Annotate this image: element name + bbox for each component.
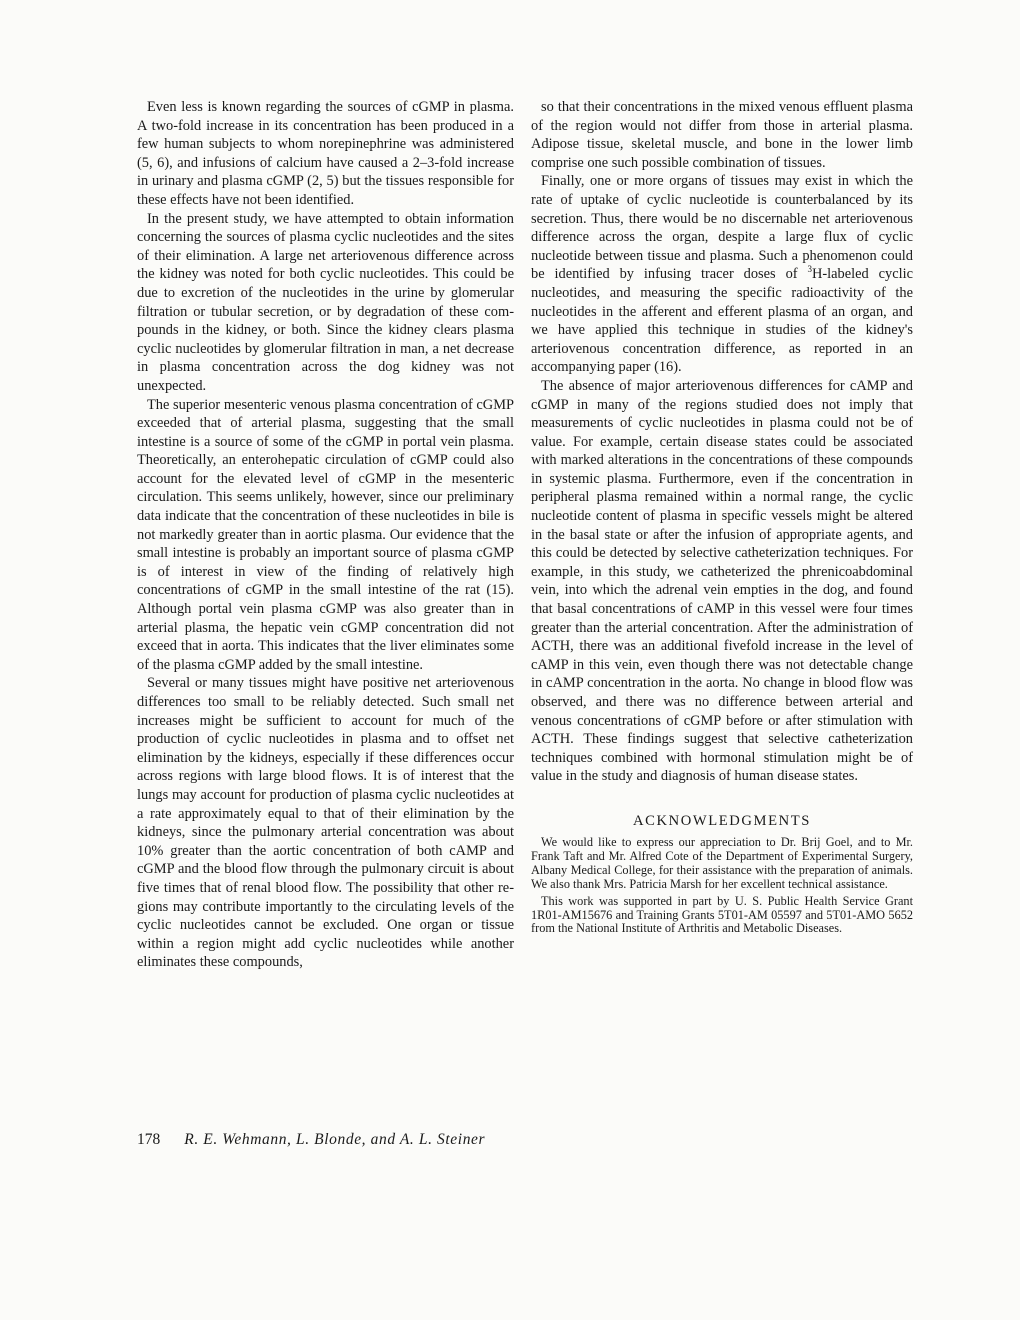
- acknowledgments-section: [531, 812, 913, 936]
- page-footer: [137, 1131, 485, 1149]
- acknowledgments-paragraph: This work was supported in part by U. S. Public Health Service Grant 1R01-AM15676 and Training Grants 5T01-AM 05597 and 5T01-AMO 5652 from the National Institute of Arthritis and Metabolic Diseases.: [531, 893, 913, 936]
- acknowledgments-paragraph: We would like to express our appreciation to Dr. Brij Goel, and to Mr. Frank Taft and Mr. Alfred Cote of the Department of Experimental Surgery, Albany Medical College, for their assistance with the preparation of animals. We also thank Mrs. Patricia Marsh for her excellent technical assistance.: [531, 834, 913, 891]
- body-paragraph: The absence of major arteriovenous differences for cAMP and cGMP in many of the regions studied does not imply that measurements of cyclic nucleotides in plasma could not be of value. For example, certain disease states could be associated with marked alterations in the concentrations of these compounds in systemic plasma. Furthermore, even if the concentration in peripheral plasma remained within a normal range, the cyclic nucleotide content of plasma in specific vessels might be altered in the basal state or after the infusion of appropriate agents, and this could be detected by selective catheterization techniques. For example, in this study, we catheterized the phrenicoabdominal vein, into which the adrenal vein empties in the dog, and found that basal concentrations of cAMP in this vessel were four times greater than the arterial concentration. After the administration of ACTH, there was an additional fivefold increase in the level of cAMP in this vein, even though there was not detectable change in cAMP concentration in the aorta. No change in blood flow was observed, and there was no difference between arterial and venous concentrations of cGMP before or after stimulation with ACTH. These findings suggest that selective catheterization techniques combined with hormonal stimulation might be of value in the study and diagnosis of human disease states.: [531, 377, 913, 785]
- body-paragraph: [531, 172, 913, 377]
- body-paragraph: The superior mesenteric venous plasma concentration of cGMP exceeded that of arterial plasma, suggesting that the small intestine is a source of some of the cGMP in portal vein plasma. Theoretically, an enterohepatic circulation of cGMP could also account for the elevated level of cGMP in the mesenteric circulation. This seems unlikely, however, since our preliminary data indicate that the concentration of these nucleotides in bile is not markedly greater than in aortic plasma. Our evidence that the small intestine is probably an important source of plasma cGMP is of interest in view of the finding of relatively high concentrations of cGMP in the small intestine of the rat (15). Although portal vein plasma cGMP was also greater than in arterial plasma, the hepatic vein cGMP concentration did not exceed that in aorta. This indicates that the liver eliminates some of the plasma cGMP added by the small intestine.: [137, 396, 514, 673]
- running-authors: R. E. Wehmann, L. Blonde, and A. L. Steiner: [184, 1131, 486, 1148]
- body-paragraph: In the present study, we have attempted to obtain information concerning the sources of plasma cyclic nucleotides and the sites of their elimination. A large net arteriovenous difference across the kidney was noted for both cyclic nucleotides. This could be due to excretion of the nucleotides in the urine by glomerular filtration or tubular secretion, or by degradation of these compounds in the kidney, or both. Since the kidney clears plasma cyclic nucleotides by glomerular filtration in man, a net decrease in plasma concentration across the dog kidney was not unexpected.: [137, 210, 514, 394]
- paragraph-text: H-labeled cyclic nucleotides, and measuring the specific radioactivity of the nucleotides in the afferent and efferent plasma of an organ, and we have applied this technique in studies of the kidney's arteriovenous concentration difference, as reported in an accompanying paper (16).: [531, 266, 913, 376]
- body-paragraph: Several or many tissues might have positive net arteriovenous differences too small to be reliably detected. Such small net increases might be sufficient to account for much of the production of cyclic nucleotides in plasma and to offset net elimination by the kidneys, especially if these differences occur across regions with large blood flows. It is of interest that the lungs may account for production of plasma cyclic nucleotides at a rate approximately equal to that of their elimination by the kidneys, since the pulmonary arterial concentration was about 10% greater than the aortic concentration of both cAMP and cGMP and the blood flow through the pulmonary circuit is about five times that of renal blood flow. The possibility that other regions may contribute importantly to the circulating levels of the cyclic nucleotides cannot be excluded. One organ or tissue within a region might add cyclic nucleotides while another eliminates these compounds,: [137, 675, 514, 971]
- page-number: 178: [137, 1131, 161, 1148]
- left-column: [137, 98, 514, 972]
- right-column: [531, 98, 913, 936]
- acknowledgments-heading: ACKNOWLEDGMENTS: [632, 812, 812, 829]
- body-paragraph: so that their concentrations in the mixed venous effluent plasma of the region would not differ from those in arterial plasma. Adipose tissue, skeletal muscle, and bone in the lower limb comprise one such possible combination of tissues.: [531, 99, 913, 171]
- body-paragraph: Even less is known regarding the sources of cGMP in plasma. A two-fold increase in its concentration has been produced in a few human subjects to whom norepinephrine was administered (5, 6), and infusions of calcium have caused a 2–3-fold increase in urinary and plasma cGMP (2, 5) but the tissues responsible for these effects have not been identified.: [137, 99, 514, 208]
- paragraph-text: Finally, one or more organs of tissues may exist in which the rate of uptake of cyclic nucleotide is counterbalanced by its secretion. Thus, there would be no discernable net arteriovenous difference across the organ, despite a large flux of cyclic nucleotide between tissue and plasma. Such a phenomenon could be identified by infusing tracer doses of: [531, 173, 913, 283]
- superscript-isotope: 3: [807, 264, 812, 275]
